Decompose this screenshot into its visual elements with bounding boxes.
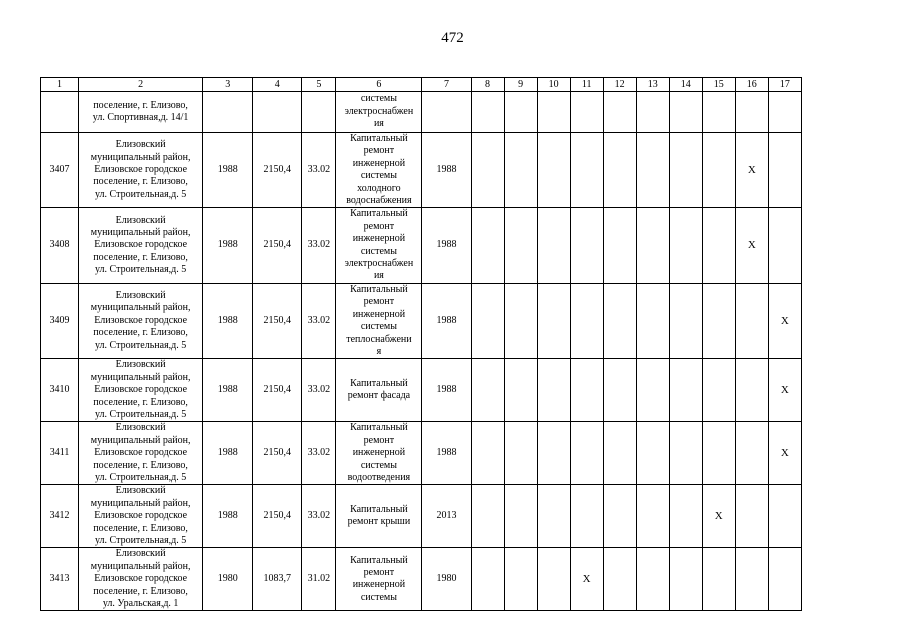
column-number-header: 4 [253, 78, 302, 92]
row-id [41, 92, 79, 133]
work-type-cell-line: Капитальный [350, 377, 408, 389]
row-id: 3413 [41, 548, 79, 611]
mark-cell: X [702, 485, 735, 548]
year-cell: 1988 [422, 133, 471, 208]
address-cell [79, 485, 203, 548]
mark-cell [768, 92, 801, 133]
address-cell-line: ул. Строительная,д. 5 [94, 471, 187, 483]
mark-cell [504, 283, 537, 358]
table-row [41, 133, 802, 208]
mark-cell [603, 283, 636, 358]
mark-cell [636, 359, 669, 422]
code-cell [302, 92, 336, 133]
work-type-cell-line: ремонт фасада [347, 390, 411, 402]
mark-cell [669, 422, 702, 485]
area-cell: 2150,4 [253, 133, 302, 208]
mark-cell [504, 359, 537, 422]
mark-cell [636, 208, 669, 283]
mark-cell [702, 359, 735, 422]
address-cell [79, 283, 203, 358]
address-cell-line: Елизовское городское [94, 239, 188, 251]
work-type-cell-line: ремонт крыши [347, 516, 411, 528]
year-built-cell: 1988 [203, 133, 253, 208]
work-type-cell-line: системы [360, 93, 397, 105]
year-built-cell: 1980 [203, 548, 253, 611]
mark-cell [603, 485, 636, 548]
mark-cell [570, 92, 603, 133]
work-type-cell-line: системы [360, 245, 397, 257]
year-built-cell: 1988 [203, 283, 253, 358]
work-type-cell-line: Капитальный [350, 283, 408, 295]
area-cell: 2150,4 [253, 359, 302, 422]
address-cell-line: муниципальный район, [90, 151, 191, 163]
address-cell-line: Елизовское городское [94, 384, 188, 396]
area-cell: 2150,4 [253, 422, 302, 485]
column-number-header: 8 [471, 78, 504, 92]
mark-cell [636, 92, 669, 133]
work-type-cell [336, 283, 422, 358]
mark-cell [636, 283, 669, 358]
mark-cell: X [735, 133, 768, 208]
mark-cell: X [768, 359, 801, 422]
column-number-header: 16 [735, 78, 768, 92]
mark-cell [537, 92, 570, 133]
address-cell [79, 422, 203, 485]
column-number-header: 5 [302, 78, 336, 92]
area-cell [253, 92, 302, 133]
mark-cell [537, 133, 570, 208]
work-type-cell-line: инженерной [352, 447, 406, 459]
work-type-cell-line: ия [373, 118, 384, 130]
address-cell-line: Елизовский [115, 139, 166, 151]
column-number-row [41, 78, 802, 92]
mark-cell [735, 283, 768, 358]
work-type-cell-line: водоотведения [347, 471, 411, 483]
mark-cell [603, 92, 636, 133]
work-type-cell-line: инженерной [352, 579, 406, 591]
mark-cell [702, 548, 735, 611]
mark-cell [570, 359, 603, 422]
mark-cell [702, 92, 735, 133]
work-type-cell-line: Капитальный [350, 503, 408, 515]
code-cell: 33.02 [302, 133, 336, 208]
mark-cell [735, 485, 768, 548]
mark-cell [570, 283, 603, 358]
mark-cell [537, 283, 570, 358]
mark-cell [537, 485, 570, 548]
address-cell-line: поселение, г. Елизово, [93, 99, 188, 111]
address-cell [79, 548, 203, 611]
mark-cell [471, 92, 504, 133]
work-type-cell-line: я [376, 345, 382, 357]
mark-cell [735, 92, 768, 133]
address-cell-line: муниципальный район, [90, 560, 191, 572]
address-cell-line: Елизовский [115, 359, 166, 371]
year-cell: 1988 [422, 208, 471, 283]
row-id: 3412 [41, 485, 79, 548]
work-type-cell [336, 208, 422, 283]
address-cell-line: муниципальный район, [90, 434, 191, 446]
mark-cell [636, 133, 669, 208]
mark-cell [537, 208, 570, 283]
work-type-cell-line: Капитальный [350, 208, 408, 220]
address-cell-line: поселение, г. Елизово, [93, 396, 188, 408]
table-row [41, 422, 802, 485]
area-cell: 2150,4 [253, 208, 302, 283]
mark-cell [570, 422, 603, 485]
column-number-header: 6 [336, 78, 422, 92]
code-cell: 33.02 [302, 283, 336, 358]
work-type-cell-line: водоснабжения [346, 195, 412, 207]
work-type-cell-line: ия [373, 270, 384, 282]
code-cell: 33.02 [302, 422, 336, 485]
column-number-header: 17 [768, 78, 801, 92]
address-cell-line: ул. Уральская,д. 1 [102, 598, 179, 610]
mark-cell [570, 208, 603, 283]
mark-cell: X [570, 548, 603, 611]
mark-cell [471, 283, 504, 358]
address-cell-line: ул. Строительная,д. 5 [94, 339, 187, 351]
table-row [41, 548, 802, 611]
address-cell-line: поселение, г. Елизово, [93, 327, 188, 339]
year-cell: 1988 [422, 359, 471, 422]
mark-cell [570, 133, 603, 208]
column-number-header: 15 [702, 78, 735, 92]
year-built-cell: 1988 [203, 208, 253, 283]
address-cell-line: Елизовское городское [94, 573, 188, 585]
address-cell-line: поселение, г. Елизово, [93, 251, 188, 263]
address-cell [79, 208, 203, 283]
address-cell-line: Елизовский [115, 290, 166, 302]
address-cell-line: Елизовское городское [94, 164, 188, 176]
work-type-cell [336, 548, 422, 611]
mark-cell [702, 208, 735, 283]
area-cell: 1083,7 [253, 548, 302, 611]
column-number-header: 11 [570, 78, 603, 92]
address-cell-line: поселение, г. Елизово, [93, 176, 188, 188]
mark-cell [669, 208, 702, 283]
year-built-cell [203, 92, 253, 133]
year-cell: 2013 [422, 485, 471, 548]
table-row [41, 485, 802, 548]
year-built-cell: 1988 [203, 422, 253, 485]
row-id: 3410 [41, 359, 79, 422]
mark-cell [471, 359, 504, 422]
work-type-cell-line: холодного [357, 182, 401, 194]
mark-cell: X [735, 208, 768, 283]
mark-cell [735, 359, 768, 422]
work-type-cell-line: ремонт [363, 220, 395, 232]
column-number-header: 2 [79, 78, 203, 92]
work-type-cell-line: Капитальный [350, 133, 408, 144]
mark-cell: X [768, 422, 801, 485]
mark-cell [471, 548, 504, 611]
work-type-cell-line: ремонт [363, 145, 395, 157]
address-cell-line: Елизовский [115, 548, 166, 560]
address-cell-line: Елизовское городское [94, 510, 188, 522]
mark-cell [504, 208, 537, 283]
work-type-cell [336, 133, 422, 208]
work-type-cell [336, 359, 422, 422]
mark-cell [669, 92, 702, 133]
column-number-header: 1 [41, 78, 79, 92]
table-row [41, 359, 802, 422]
year-built-cell: 1988 [203, 485, 253, 548]
mark-cell [603, 208, 636, 283]
code-cell: 33.02 [302, 208, 336, 283]
column-number-header: 12 [603, 78, 636, 92]
address-cell-line: муниципальный район, [90, 227, 191, 239]
address-cell-line: Елизовский [115, 422, 166, 434]
address-cell-line: ул. Строительная,д. 5 [94, 264, 187, 276]
address-cell-line: поселение, г. Елизово, [93, 522, 188, 534]
mark-cell: X [768, 283, 801, 358]
year-cell: 1980 [422, 548, 471, 611]
code-cell: 33.02 [302, 485, 336, 548]
mark-cell [768, 485, 801, 548]
work-type-cell-line: системы [360, 321, 397, 333]
work-type-cell-line: инженерной [352, 308, 406, 320]
mark-cell [471, 133, 504, 208]
work-type-cell-line: системы [360, 459, 397, 471]
mark-cell [504, 133, 537, 208]
work-type-cell-line: Капитальный [350, 554, 408, 566]
address-cell-line: ул. Строительная,д. 5 [94, 188, 187, 200]
work-type-cell-line: ремонт [363, 567, 395, 579]
mark-cell [504, 485, 537, 548]
mark-cell [537, 422, 570, 485]
row-id: 3411 [41, 422, 79, 485]
mark-cell [768, 208, 801, 283]
row-id: 3407 [41, 133, 79, 208]
row-id: 3408 [41, 208, 79, 283]
column-number-header: 7 [422, 78, 471, 92]
work-type-cell-line: инженерной [352, 157, 406, 169]
address-cell-line: ул. Строительная,д. 5 [94, 535, 187, 546]
mark-cell [702, 283, 735, 358]
address-cell-line: Елизовское городское [94, 447, 188, 459]
mark-cell [471, 422, 504, 485]
mark-cell [570, 485, 603, 548]
mark-cell [669, 359, 702, 422]
mark-cell [603, 133, 636, 208]
code-cell: 31.02 [302, 548, 336, 611]
address-cell [79, 92, 203, 133]
column-number-header: 9 [504, 78, 537, 92]
table-row [41, 92, 802, 133]
year-cell: 1988 [422, 283, 471, 358]
mark-cell [504, 422, 537, 485]
table-row [41, 283, 802, 358]
mark-cell [603, 359, 636, 422]
area-cell: 2150,4 [253, 283, 302, 358]
work-type-cell-line: электроснабжен [344, 105, 414, 117]
mark-cell [702, 133, 735, 208]
row-id: 3409 [41, 283, 79, 358]
column-number-header: 3 [203, 78, 253, 92]
year-built-cell: 1988 [203, 359, 253, 422]
address-cell-line: Елизовский [115, 485, 166, 497]
address-cell-line: поселение, г. Елизово, [93, 585, 188, 597]
address-cell-line: Елизовский [115, 214, 166, 226]
work-type-cell-line: ремонт [363, 434, 395, 446]
mark-cell [735, 548, 768, 611]
mark-cell [669, 283, 702, 358]
work-type-cell-line: электроснабжен [344, 258, 414, 270]
code-cell: 33.02 [302, 359, 336, 422]
mark-cell [537, 359, 570, 422]
mark-cell [504, 92, 537, 133]
address-cell [79, 359, 203, 422]
mark-cell [735, 422, 768, 485]
mark-cell [537, 548, 570, 611]
work-type-cell-line: теплоснабжени [346, 333, 412, 345]
address-cell-line: муниципальный район, [90, 497, 191, 509]
column-number-header: 14 [669, 78, 702, 92]
address-cell-line: ул. Строительная,д. 5 [94, 408, 187, 420]
column-number-header: 10 [537, 78, 570, 92]
mark-cell [636, 548, 669, 611]
area-cell: 2150,4 [253, 485, 302, 548]
table-row [41, 208, 802, 283]
mark-cell [768, 133, 801, 208]
page-number: 472 [441, 30, 464, 46]
mark-cell [669, 548, 702, 611]
mark-cell [702, 422, 735, 485]
work-type-cell-line: Капитальный [350, 422, 408, 434]
repair-register-table [40, 77, 802, 611]
year-cell: 1988 [422, 422, 471, 485]
work-type-cell [336, 92, 422, 133]
work-type-cell-line: системы [360, 170, 397, 182]
work-type-cell [336, 485, 422, 548]
work-type-cell-line: ремонт [363, 296, 395, 308]
work-type-cell [336, 422, 422, 485]
mark-cell [669, 485, 702, 548]
mark-cell [471, 485, 504, 548]
address-cell [79, 133, 203, 208]
work-type-cell-line: инженерной [352, 233, 406, 245]
mark-cell [669, 133, 702, 208]
column-number-header: 13 [636, 78, 669, 92]
year-cell [422, 92, 471, 133]
mark-cell [636, 422, 669, 485]
address-cell-line: Елизовское городское [94, 314, 188, 326]
address-cell-line: муниципальный район, [90, 302, 191, 314]
address-cell-line: поселение, г. Елизово, [93, 459, 188, 471]
mark-cell [603, 548, 636, 611]
mark-cell [471, 208, 504, 283]
work-type-cell-line: системы [360, 591, 397, 603]
mark-cell [636, 485, 669, 548]
mark-cell [768, 548, 801, 611]
mark-cell [504, 548, 537, 611]
address-cell-line: ул. Спортивная,д. 14/1 [92, 112, 189, 123]
mark-cell [603, 422, 636, 485]
address-cell-line: муниципальный район, [90, 371, 191, 383]
